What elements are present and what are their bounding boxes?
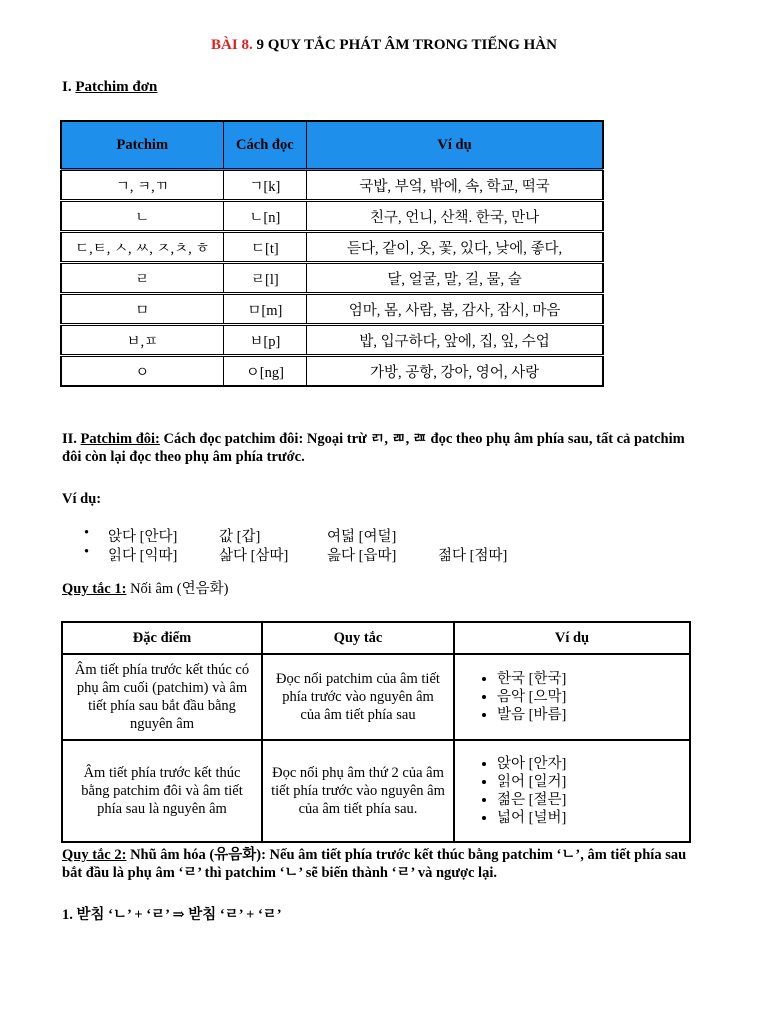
table-cell (454, 740, 690, 842)
list-item: 읊다 [읍따] (327, 548, 397, 564)
table-cell: Đọc nối phụ âm thứ 2 của âm tiết phía trước vào nguyên âm của âm tiết phía sau. (262, 740, 454, 842)
table-row (61, 294, 603, 325)
list-item: • 음악 [으막] (497, 688, 681, 706)
list-item: • 젊은 [절믄] (497, 791, 681, 809)
table-row (62, 740, 690, 842)
table-cell: ㄷ,ㅌ, ㅅ, ㅆ, ㅈ,ㅊ, ㅎ (61, 232, 223, 263)
table-cell: ㄹ (61, 263, 223, 294)
list-item: 삶다 [삼따] (219, 548, 289, 564)
table-cell: ㄴ (61, 201, 223, 232)
table-cell: ㅇ[ng] (223, 356, 307, 387)
table-row (61, 232, 603, 263)
table-header: Ví dụ (307, 121, 603, 170)
table-header-row (61, 121, 603, 170)
page-title (0, 37, 768, 54)
table-cell: ㅂ[p] (223, 325, 307, 356)
rule-2-paragraph: Quy tắc 2: Nhũ âm hóa (유음화): Nếu âm tiết phía trước kết thúc bằng patchim ‘ㄴ’, âm tiết phía sau bắt đầu là phụ âm ‘ㄹ’ thì patchim ‘ㄴ’ sẽ biến thành ‘ㄹ’ và ngược lại. (62, 847, 687, 881)
list-item: 값 [갑] (219, 529, 261, 545)
bullet-dot: • (84, 544, 90, 560)
table-cell: Đọc nối patchim của âm tiết phía trước vào nguyên âm của âm tiết phía sau (262, 654, 454, 740)
list-item: • 한국 [한국] (497, 670, 681, 688)
section-2-label: Patchim đôi: (80, 431, 160, 447)
section-1-label: Patchim đơn (75, 79, 158, 95)
table-row (61, 263, 603, 294)
table-row (61, 356, 603, 387)
patchim-table (60, 120, 604, 387)
table-cell: ㅇ (61, 356, 223, 387)
list-item: 앉다 [안다] (108, 529, 178, 545)
table-cell: 듣다, 같이, 옷, 꽃, 있다, 낮에, 좋다, (307, 232, 603, 263)
table-cell: Âm tiết phía trước kết thúc có phụ âm cuối (patchim) và âm tiết phía sau bắt đầu bằng nguyên âm (62, 654, 262, 740)
table-cell: 엄마, 몸, 사람, 봄, 감사, 잠시, 마음 (307, 294, 603, 325)
table-cell (454, 654, 690, 740)
table-header: Cách đọc (223, 121, 307, 170)
table-cell: 친구, 언니, 산책. 한국, 만나 (307, 201, 603, 232)
section-2-paragraph: II. Patchim đôi: Cách đọc patchim đôi: Ngoại trừ ㄺ, ㄻ, ㄿ đọc theo phụ âm phía sau, tất cả patchim đôi còn lại đọc theo phụ âm phía trước. (62, 431, 685, 465)
example-label: Ví dụ: (62, 491, 102, 507)
list-item: 젊다 [점따] (438, 548, 508, 564)
table-cell: ㅁ[m] (223, 294, 307, 325)
rule-1-heading: Quy tắc 1: Nối âm (연음화) (62, 581, 229, 597)
table-header-row (62, 622, 690, 654)
lesson-title: 9 QUY TẮC PHÁT ÂM TRONG TIẾNG HÀN (252, 37, 557, 53)
table-cell: ㅁ (61, 294, 223, 325)
table-cell: ㄹ[l] (223, 263, 307, 294)
table-header: Patchim (61, 121, 223, 170)
table-row (61, 201, 603, 232)
table-row (62, 654, 690, 740)
table-cell: Âm tiết phía trước kết thúc bằng patchim đôi và âm tiết phía sau là nguyên âm (62, 740, 262, 842)
table-cell: ㄱ[k] (223, 170, 307, 201)
table-row (61, 325, 603, 356)
rule-2-formula: 1. 받침 ‘ㄴ’ + ‘ㄹ’ ⇒ 받침 ‘ㄹ’ + ‘ㄹ’ (62, 907, 282, 923)
list-item: • 앉아 [안자] (497, 755, 681, 773)
rule-1-table (61, 621, 691, 843)
rule-2-label: Quy tắc 2: (62, 847, 127, 863)
table-cell: 가방, 공항, 강아, 영어, 사랑 (307, 356, 603, 387)
table-row (61, 170, 603, 201)
list-item: • 읽어 [일거] (497, 773, 681, 791)
table-header: Đặc điểm (62, 622, 262, 654)
table-cell: ㄱ, ㅋ,ㄲ (61, 170, 223, 201)
table-cell: ㅂ,ㅍ (61, 325, 223, 356)
list-item: 여덟 [여덜] (327, 529, 397, 545)
list-item: • 발음 [바름] (497, 706, 681, 724)
list-item: 읽다 [익따] (108, 548, 178, 564)
section-1-heading: I. Patchim đơn (62, 79, 158, 95)
table-header: Ví dụ (454, 622, 690, 654)
table-cell: ㄷ[t] (223, 232, 307, 263)
lesson-number: BÀI 8. (211, 37, 253, 53)
list-item: • 넓어 [널버] (497, 809, 681, 827)
table-cell: 달, 얼굴, 말, 길, 물, 술 (307, 263, 603, 294)
table-cell: 국밥, 부엌, 밖에, 속, 학교, 떡국 (307, 170, 603, 201)
table-header: Quy tắc (262, 622, 454, 654)
table-cell: 밥, 입구하다, 앞에, 집, 잎, 수업 (307, 325, 603, 356)
rule-1-label: Quy tắc 1: (62, 581, 127, 597)
bullet-dot: • (84, 525, 90, 541)
table-cell: ㄴ[n] (223, 201, 307, 232)
